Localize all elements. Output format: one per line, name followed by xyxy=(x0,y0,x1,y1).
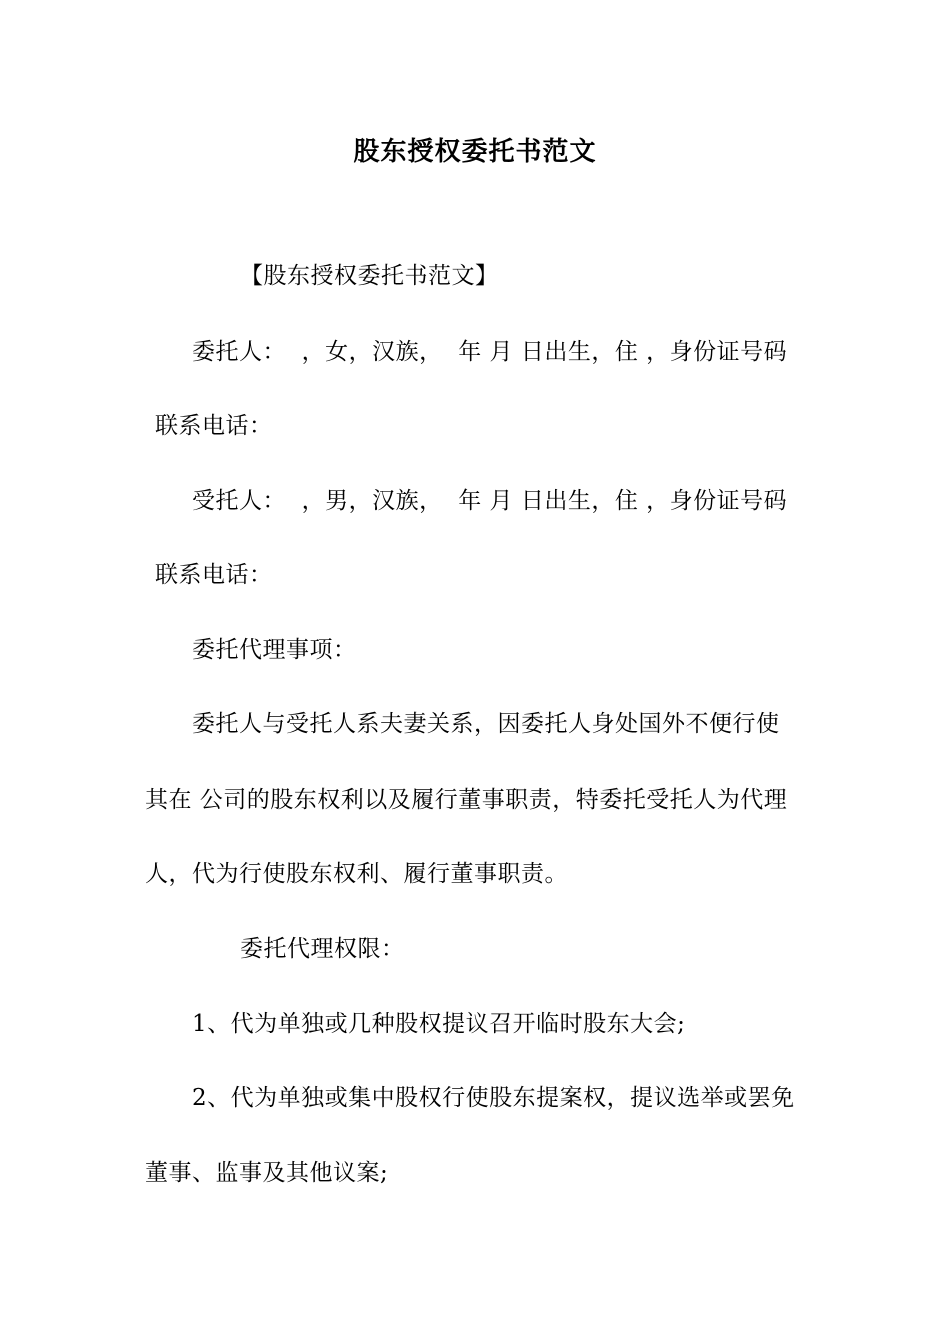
agent-line-1: 受托人： ，男，汉族， 年 月 日出生，住 ，身份证号码 xyxy=(192,488,788,514)
scope-label: 委托代理权限： xyxy=(240,936,405,962)
agent-line-2: 联系电话： xyxy=(155,562,273,588)
principal-line-1: 委托人： ，女，汉族， 年 月 日出生，住 ，身份证号码 xyxy=(192,339,788,365)
section-heading: 【股东授权委托书范文】 xyxy=(240,263,499,289)
matters-line-3: 人，代为行使股东权利、履行董事职责。 xyxy=(145,861,568,887)
document-title: 股东授权委托书范文 xyxy=(353,137,597,167)
scope-item-1: 1、代为单独或几种股权提议召开临时股东大会; xyxy=(192,1011,686,1037)
scope-item-2-line-2: 董事、监事及其他议案; xyxy=(145,1160,389,1186)
principal-line-2: 联系电话： xyxy=(155,413,273,439)
matters-line-1: 委托人与受托人系夫妻关系，因委托人身处国外不便行使 xyxy=(192,711,780,737)
matters-label: 委托代理事项： xyxy=(192,637,357,663)
matters-line-2: 其在 公司的股东权利以及履行董事职责，特委托受托人为代理 xyxy=(145,787,788,813)
scope-item-2-line-1: 2、代为单独或集中股权行使股东提案权，提议选举或罢免 xyxy=(192,1085,795,1111)
